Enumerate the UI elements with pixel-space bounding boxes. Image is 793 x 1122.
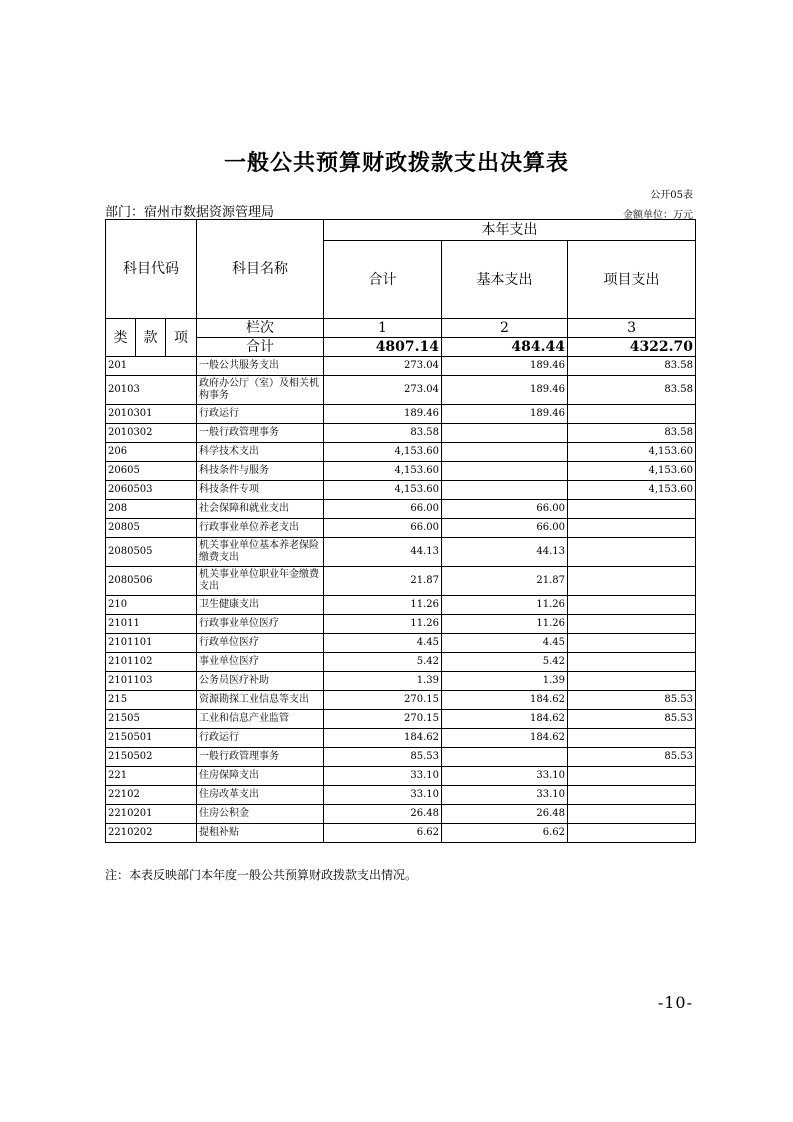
table-row xyxy=(106,357,696,376)
row-code: 2010301 xyxy=(106,405,197,424)
table-note: 注：本表反映部门本年度一般公共预算财政拨款支出情况。 xyxy=(105,868,418,882)
row-basic: 5.42 xyxy=(442,653,568,672)
row-total: 189.46 xyxy=(324,405,442,424)
row-code: 21505 xyxy=(106,710,197,729)
row-name: 行政单位医疗 xyxy=(197,634,324,653)
form-number: 公开05表 xyxy=(650,190,693,201)
row-name: 机关事业单位基本养老保险缴费支出 xyxy=(197,538,324,567)
row-basic: 21.87 xyxy=(442,567,568,596)
row-name: 科技条件专项 xyxy=(197,481,324,500)
row-code: 2080506 xyxy=(106,567,197,596)
row-code: 208 xyxy=(106,500,197,519)
row-basic xyxy=(442,424,568,443)
table-row xyxy=(106,567,696,596)
row-total: 85.53 xyxy=(324,748,442,767)
table-row xyxy=(106,691,696,710)
row-name: 机关事业单位职业年金缴费支出 xyxy=(197,567,324,596)
row-basic: 189.46 xyxy=(442,357,568,376)
row-total: 4,153.60 xyxy=(324,443,442,462)
row-project xyxy=(568,567,696,596)
header-total: 合计 xyxy=(324,241,442,319)
row-code: 201 xyxy=(106,357,197,376)
row-code: 2210201 xyxy=(106,805,197,824)
row-code: 2150501 xyxy=(106,729,197,748)
row-code: 2101103 xyxy=(106,672,197,691)
header-code: 科目代码 xyxy=(106,220,197,319)
row-code: 21011 xyxy=(106,615,197,634)
row-total: 6.62 xyxy=(324,824,442,843)
header-col1: 1 xyxy=(324,319,442,338)
sum-basic: 484.44 xyxy=(442,338,568,357)
row-project xyxy=(568,824,696,843)
row-project xyxy=(568,767,696,786)
row-project: 4,153.60 xyxy=(568,481,696,500)
row-project xyxy=(568,519,696,538)
row-basic xyxy=(442,462,568,481)
row-basic: 6.62 xyxy=(442,824,568,843)
header-xiang: 项 xyxy=(166,319,197,357)
row-name: 行政事业单位养老支出 xyxy=(197,519,324,538)
header-kuan: 款 xyxy=(136,319,166,357)
table-row xyxy=(106,405,696,424)
row-total: 66.00 xyxy=(324,519,442,538)
row-project: 83.58 xyxy=(568,424,696,443)
row-name: 资源勘探工业信息等支出 xyxy=(197,691,324,710)
expenditure-table xyxy=(105,219,696,843)
row-total: 26.48 xyxy=(324,805,442,824)
row-code: 20805 xyxy=(106,519,197,538)
row-code: 206 xyxy=(106,443,197,462)
page-number: -10- xyxy=(657,993,693,1012)
row-name: 社会保障和就业支出 xyxy=(197,500,324,519)
table-row xyxy=(106,710,696,729)
row-project: 4,153.60 xyxy=(568,443,696,462)
row-project xyxy=(568,615,696,634)
row-basic: 66.00 xyxy=(442,500,568,519)
row-code: 22102 xyxy=(106,786,197,805)
row-basic: 11.26 xyxy=(442,615,568,634)
table-row xyxy=(106,376,696,405)
row-basic: 11.26 xyxy=(442,596,568,615)
row-total: 5.42 xyxy=(324,653,442,672)
row-name: 政府办公厅（室）及相关机构事务 xyxy=(197,376,324,405)
row-project xyxy=(568,653,696,672)
page-title: 一般公共预算财政拨款支出决算表 xyxy=(223,150,569,176)
row-name: 一般行政管理事务 xyxy=(197,424,324,443)
row-code: 2060503 xyxy=(106,481,197,500)
row-project: 83.58 xyxy=(568,357,696,376)
row-basic: 184.62 xyxy=(442,729,568,748)
header-lei: 类 xyxy=(106,319,136,357)
table-row xyxy=(106,519,696,538)
row-name: 行政运行 xyxy=(197,405,324,424)
table-row xyxy=(106,424,696,443)
row-project xyxy=(568,805,696,824)
row-basic: 189.46 xyxy=(442,376,568,405)
table-row xyxy=(106,596,696,615)
row-project xyxy=(568,786,696,805)
row-project: 85.53 xyxy=(568,748,696,767)
row-project xyxy=(568,538,696,567)
sum-label: 合计 xyxy=(197,338,324,357)
row-basic: 4.45 xyxy=(442,634,568,653)
sum-total: 4807.14 xyxy=(324,338,442,357)
table-row xyxy=(106,481,696,500)
table-row xyxy=(106,786,696,805)
row-name: 住房改革支出 xyxy=(197,786,324,805)
row-total: 1.39 xyxy=(324,672,442,691)
row-total: 33.10 xyxy=(324,767,442,786)
row-name: 住房保障支出 xyxy=(197,767,324,786)
row-project xyxy=(568,672,696,691)
department-label: 部门：宿州市数据资源管理局 xyxy=(105,205,275,220)
row-project xyxy=(568,500,696,519)
row-total: 44.13 xyxy=(324,538,442,567)
table-row xyxy=(106,634,696,653)
table-row xyxy=(106,443,696,462)
table-row xyxy=(106,615,696,634)
table-row xyxy=(106,824,696,843)
row-total: 184.62 xyxy=(324,729,442,748)
row-total: 273.04 xyxy=(324,376,442,405)
row-name: 一般公共服务支出 xyxy=(197,357,324,376)
row-name: 行政运行 xyxy=(197,729,324,748)
row-total: 4,153.60 xyxy=(324,462,442,481)
row-code: 2101102 xyxy=(106,653,197,672)
row-basic xyxy=(442,443,568,462)
row-basic: 66.00 xyxy=(442,519,568,538)
row-code: 215 xyxy=(106,691,197,710)
row-code: 221 xyxy=(106,767,197,786)
row-total: 33.10 xyxy=(324,786,442,805)
table-row xyxy=(106,748,696,767)
table-row xyxy=(106,500,696,519)
row-code: 2210202 xyxy=(106,824,197,843)
row-name: 科技条件与服务 xyxy=(197,462,324,481)
row-code: 210 xyxy=(106,596,197,615)
header-basic: 基本支出 xyxy=(442,241,568,319)
row-total: 273.04 xyxy=(324,357,442,376)
header-name: 科目名称 xyxy=(197,220,324,319)
row-basic: 184.62 xyxy=(442,710,568,729)
unit-label: 金额单位：万元 xyxy=(623,210,693,221)
row-total: 270.15 xyxy=(324,710,442,729)
row-name: 科学技术支出 xyxy=(197,443,324,462)
table-row xyxy=(106,805,696,824)
row-basic: 44.13 xyxy=(442,538,568,567)
header-col3: 3 xyxy=(568,319,696,338)
row-total: 4,153.60 xyxy=(324,481,442,500)
row-basic: 184.62 xyxy=(442,691,568,710)
row-basic: 26.48 xyxy=(442,805,568,824)
table-row xyxy=(106,672,696,691)
table-row xyxy=(106,462,696,481)
row-name: 事业单位医疗 xyxy=(197,653,324,672)
row-code: 20605 xyxy=(106,462,197,481)
row-basic: 33.10 xyxy=(442,786,568,805)
row-name: 提租补贴 xyxy=(197,824,324,843)
row-project xyxy=(568,729,696,748)
table-row xyxy=(106,538,696,567)
header-current-year: 本年支出 xyxy=(324,220,696,241)
row-basic: 189.46 xyxy=(442,405,568,424)
row-total: 66.00 xyxy=(324,500,442,519)
sum-project: 4322.70 xyxy=(568,338,696,357)
header-project: 项目支出 xyxy=(568,241,696,319)
row-code: 2150502 xyxy=(106,748,197,767)
row-name: 卫生健康支出 xyxy=(197,596,324,615)
row-name: 公务员医疗补助 xyxy=(197,672,324,691)
header-col2: 2 xyxy=(442,319,568,338)
row-total: 4.45 xyxy=(324,634,442,653)
row-code: 2010302 xyxy=(106,424,197,443)
header-column-index: 栏次 xyxy=(197,319,324,338)
row-project: 85.53 xyxy=(568,691,696,710)
row-name: 工业和信息产业监管 xyxy=(197,710,324,729)
table-row xyxy=(106,653,696,672)
row-basic xyxy=(442,481,568,500)
table-row xyxy=(106,767,696,786)
row-code: 2080505 xyxy=(106,538,197,567)
row-total: 83.58 xyxy=(324,424,442,443)
row-name: 住房公积金 xyxy=(197,805,324,824)
row-total: 21.87 xyxy=(324,567,442,596)
row-project: 4,153.60 xyxy=(568,462,696,481)
table-row xyxy=(106,729,696,748)
row-project xyxy=(568,405,696,424)
row-project: 85.53 xyxy=(568,710,696,729)
row-name: 行政事业单位医疗 xyxy=(197,615,324,634)
row-total: 11.26 xyxy=(324,615,442,634)
row-basic: 33.10 xyxy=(442,767,568,786)
row-basic xyxy=(442,748,568,767)
row-project: 83.58 xyxy=(568,376,696,405)
row-name: 一般行政管理事务 xyxy=(197,748,324,767)
row-basic: 1.39 xyxy=(442,672,568,691)
row-code: 20103 xyxy=(106,376,197,405)
row-project xyxy=(568,634,696,653)
row-total: 270.15 xyxy=(324,691,442,710)
row-code: 2101101 xyxy=(106,634,197,653)
row-total: 11.26 xyxy=(324,596,442,615)
row-project xyxy=(568,596,696,615)
